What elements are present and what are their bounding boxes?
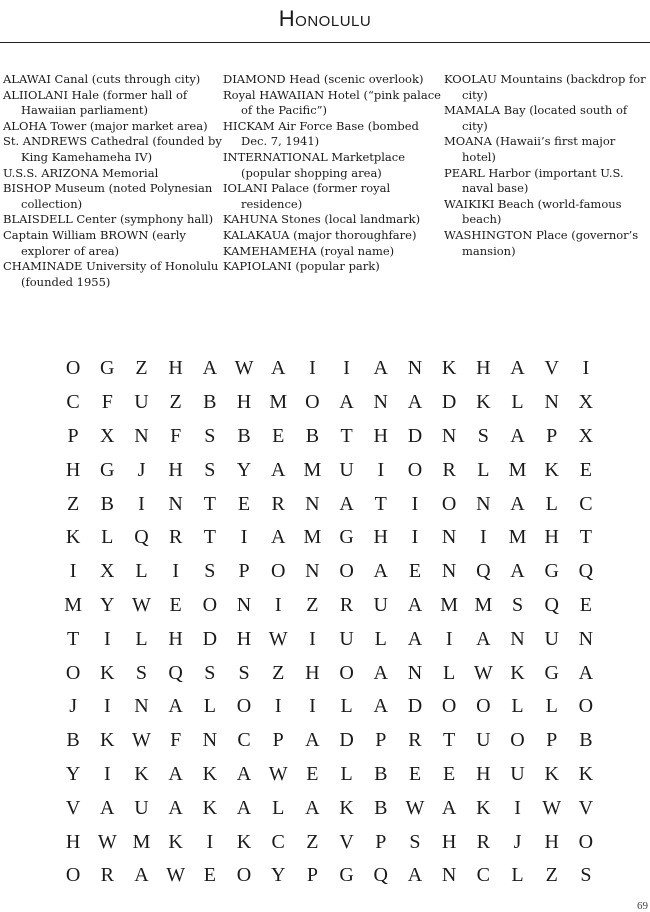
grid-letter: K xyxy=(476,391,491,414)
grid-letter: A xyxy=(168,762,183,785)
word-clue: KAHUNA Stones (local landmark) xyxy=(223,212,421,227)
grid-letter: P xyxy=(67,424,79,447)
grid-letter: A xyxy=(134,864,149,887)
grid-letter: O xyxy=(441,492,457,515)
grid-letter: Y xyxy=(65,762,81,785)
grid-letter: I xyxy=(309,695,316,718)
grid-letter: I xyxy=(274,593,282,616)
grid-letter: L xyxy=(374,627,387,650)
word-clue: MOANA (Hawaii’s first major hotel) xyxy=(444,134,616,164)
grid-letter: H xyxy=(441,830,457,853)
grid-letter: A xyxy=(373,661,388,684)
grid-letter: S xyxy=(477,424,489,447)
word-clue: MAMALA Bay (located south of city) xyxy=(444,103,628,133)
word-search-grid xyxy=(56,352,603,893)
grid-letter: O xyxy=(236,695,252,718)
grid-letter: O xyxy=(65,864,81,887)
grid-letter: A xyxy=(476,627,491,650)
grid-letter: M xyxy=(440,593,459,616)
grid-letter: K xyxy=(100,661,115,684)
grid-letter: I xyxy=(172,560,179,583)
grid-letter: B xyxy=(66,729,80,752)
grid-letter: S xyxy=(409,830,421,853)
grid-letter: L xyxy=(135,627,148,650)
grid-letter: N xyxy=(544,391,559,414)
grid-letter: N xyxy=(202,729,218,752)
grid-letter: I xyxy=(514,796,521,819)
grid-letter: B xyxy=(579,729,593,752)
grid-letter: U xyxy=(373,593,388,616)
grid-letter: E xyxy=(272,424,285,447)
grid-letter: V xyxy=(339,830,354,853)
grid-letter: A xyxy=(305,729,320,752)
grid-letter: R xyxy=(408,729,422,752)
grid-letter: H xyxy=(373,526,388,549)
grid-letter: U xyxy=(134,391,149,414)
grid-letter: O xyxy=(578,695,594,718)
grid-letter: K xyxy=(202,796,218,819)
grid-letter: J xyxy=(137,458,146,481)
grid-letter: O xyxy=(510,729,525,752)
word-list xyxy=(3,72,650,290)
grid-letter: F xyxy=(170,424,182,447)
grid-letter: A xyxy=(168,695,183,718)
grid-letter: O xyxy=(441,695,457,718)
grid-letter: W xyxy=(132,729,151,752)
grid-letter: I xyxy=(411,526,419,549)
grid-letter: F xyxy=(170,729,182,752)
grid-letter: N xyxy=(578,627,594,650)
word-list-column-3 xyxy=(444,72,650,290)
grid-letter: F xyxy=(101,391,113,414)
grid-letter: E xyxy=(237,492,251,515)
grid-letter: M xyxy=(303,458,322,481)
grid-letter: P xyxy=(375,830,387,853)
grid-letter: I xyxy=(103,627,111,650)
grid-letter: M xyxy=(508,458,527,481)
grid-letter: X xyxy=(100,424,115,447)
grid-letter: N xyxy=(441,864,457,887)
grid-letter: A xyxy=(305,796,320,819)
grid-letter: W xyxy=(405,796,425,819)
grid-letter: Y xyxy=(270,864,286,887)
grid-letter: P xyxy=(272,729,284,752)
grid-letter: B xyxy=(237,424,251,447)
grid-letter: A xyxy=(339,492,354,515)
grid-letter: L xyxy=(101,526,114,549)
grid-letter: E xyxy=(579,593,593,616)
grid-letter: A xyxy=(373,560,388,583)
page-title: Honolulu xyxy=(278,6,372,31)
grid-letter: Q xyxy=(544,593,559,616)
grid-letter: O xyxy=(305,391,320,414)
grid-letter: X xyxy=(578,391,594,414)
grid-letter: O xyxy=(339,661,354,684)
grid-letter: A xyxy=(168,796,183,819)
grid-letter: I xyxy=(274,695,282,718)
grid-letter: S xyxy=(204,560,216,583)
grid-letter: N xyxy=(168,492,183,515)
grid-letter: W xyxy=(97,830,117,853)
grid-letter: B xyxy=(100,492,114,515)
grid-letter: O xyxy=(476,695,491,718)
grid-letter: L xyxy=(511,695,524,718)
grid-letter: Q xyxy=(134,526,149,549)
grid-letter: N xyxy=(305,560,320,583)
grid-letter: I xyxy=(69,560,77,583)
grid-letter: K xyxy=(544,458,559,481)
word-clue: INTERNATIONAL Marketplace (popular shopping area) xyxy=(223,149,406,180)
grid-letter: H xyxy=(373,424,388,447)
grid-letter: I xyxy=(377,458,385,481)
grid-letter: J xyxy=(513,830,522,853)
grid-letter: T xyxy=(66,627,80,650)
grid-letter: E xyxy=(169,593,182,616)
grid-letter: B xyxy=(374,796,388,819)
grid-letter: W xyxy=(542,796,562,819)
grid-letter: A xyxy=(441,796,457,819)
grid-letter: C xyxy=(66,391,80,414)
grid-letter: D xyxy=(202,627,218,650)
grid-letter: H xyxy=(544,526,559,549)
word-clue: HICKAM Air Force Base (bombed Dec. 7, 1941) xyxy=(223,118,419,149)
grid-letter: W xyxy=(473,661,493,684)
grid-letter: L xyxy=(511,864,524,887)
grid-letter: K xyxy=(544,762,559,785)
grid-letter: M xyxy=(303,526,322,549)
word-clue: WASHINGTON Place (governor’s mansion) xyxy=(444,227,639,258)
grid-letter: N xyxy=(134,424,149,447)
grid-letter: I xyxy=(480,526,487,549)
grid-letter: A xyxy=(270,357,286,380)
grid-letter: U xyxy=(339,627,354,650)
grid-letter: A xyxy=(202,357,218,380)
grid-letter: S xyxy=(580,864,592,887)
grid-letter: T xyxy=(443,729,456,752)
grid-letter: A xyxy=(100,796,115,819)
grid-letter: H xyxy=(168,627,183,650)
grid-letter: R xyxy=(100,864,114,887)
grid-letter: R xyxy=(339,593,354,616)
word-clue: Captain William BROWN (early explorer of area) xyxy=(3,227,186,258)
word-clue: KAPIOLANI (popular park) xyxy=(223,259,380,274)
grid-letter: B xyxy=(203,391,217,414)
grid-letter: O xyxy=(202,593,218,616)
page-number: 69 xyxy=(637,900,648,912)
grid-letter: G xyxy=(100,458,115,481)
grid-letter: C xyxy=(237,729,251,752)
grid-letter: G xyxy=(339,526,354,549)
grid-letter: M xyxy=(508,526,527,549)
grid-letter: I xyxy=(138,492,145,515)
grid-letter: R xyxy=(271,492,285,515)
grid-letter: H xyxy=(236,627,252,650)
grid-letter: G xyxy=(544,661,559,684)
grid-letter: U xyxy=(510,762,525,785)
grid-letter: K xyxy=(202,762,218,785)
grid-letter: Y xyxy=(100,593,115,616)
grid-letter: T xyxy=(340,424,353,447)
grid-letter: N xyxy=(236,593,252,616)
grid-letter: A xyxy=(510,357,525,380)
grid-letter: H xyxy=(236,391,252,414)
grid-letter: N xyxy=(441,560,457,583)
grid-letter: X xyxy=(578,424,594,447)
grid-letter: D xyxy=(407,695,423,718)
grid-letter: L xyxy=(272,796,285,819)
grid-letter: C xyxy=(579,492,593,515)
word-clue: ALIIOLANI Hale (former hall of Hawaiian parliament) xyxy=(3,87,188,118)
grid-letter: Z xyxy=(66,492,80,515)
grid-letter: M xyxy=(269,391,288,414)
word-clue: IOLANI Palace (former royal residence) xyxy=(223,181,391,211)
word-clue: DIAMOND Head (scenic overlook) xyxy=(223,72,424,86)
grid-letter: H xyxy=(168,458,183,481)
grid-letter: I xyxy=(240,526,248,549)
grid-letter: S xyxy=(204,458,216,481)
word-clue: BLAISDELL Center (symphony hall) xyxy=(3,212,214,227)
grid-letter: L xyxy=(340,695,353,718)
grid-letter: S xyxy=(135,661,148,684)
grid-letter: I xyxy=(103,762,111,785)
grid-letter: U xyxy=(134,796,149,819)
grid-letter: P xyxy=(238,560,250,583)
grid-letter: W xyxy=(268,627,288,650)
grid-letter: N xyxy=(407,357,423,380)
grid-letter: L xyxy=(443,661,456,684)
grid-letter: Z xyxy=(306,830,319,853)
word-clue: KALAKAUA (major thoroughfare) xyxy=(223,227,417,242)
grid-letter: A xyxy=(236,762,252,785)
grid-letter: G xyxy=(339,864,354,887)
grid-letter: Z xyxy=(135,357,148,380)
grid-letter: A xyxy=(407,391,423,414)
grid-letter: K xyxy=(100,729,115,752)
grid-letter: H xyxy=(65,458,81,481)
grid-letter: M xyxy=(132,830,151,853)
grid-letter: U xyxy=(476,729,491,752)
grid-letter: I xyxy=(343,357,350,380)
word-clue: U.S.S. ARIZONA Memorial xyxy=(3,165,159,180)
grid-letter: E xyxy=(306,762,319,785)
grid-letter: A xyxy=(578,661,594,684)
word-clue: WAIKIKI Beach (world-famous beach) xyxy=(444,196,622,227)
grid-letter: T xyxy=(374,492,387,515)
grid-letter: R xyxy=(168,526,183,549)
word-clue: ALOHA Tower (major market area) xyxy=(3,118,208,133)
grid-letter: A xyxy=(510,560,525,583)
grid-letter: H xyxy=(476,357,491,380)
grid-letter: I xyxy=(309,357,316,380)
grid-letter: A xyxy=(407,864,423,887)
grid-letter: Z xyxy=(306,593,319,616)
grid-letter: I xyxy=(411,492,419,515)
grid-letter: H xyxy=(305,661,320,684)
grid-letter: I xyxy=(582,357,590,380)
grid-letter: P xyxy=(306,864,318,887)
grid-letter: O xyxy=(407,458,423,481)
grid-letter: A xyxy=(373,695,388,718)
grid-letter: V xyxy=(544,357,559,380)
grid-letter: L xyxy=(545,695,558,718)
grid-letter: O xyxy=(236,864,252,887)
grid-letter: H xyxy=(476,762,491,785)
grid-letter: N xyxy=(407,661,423,684)
word-clue: ALAWAI Canal (cuts through city) xyxy=(3,72,201,86)
grid-letter: K xyxy=(236,830,252,853)
grid-letter: H xyxy=(544,830,559,853)
word-clue: BISHOP Museum (noted Polynesian collection) xyxy=(3,181,213,211)
grid-letter: A xyxy=(373,357,388,380)
grid-letter: O xyxy=(65,661,81,684)
grid-letter: S xyxy=(204,424,216,447)
grid-letter: Q xyxy=(476,560,491,583)
grid-letter: L xyxy=(545,492,558,515)
grid-letter: W xyxy=(234,357,254,380)
grid-letter: V xyxy=(65,796,81,819)
grid-letter: K xyxy=(65,526,81,549)
grid-letter: Z xyxy=(169,391,182,414)
grid-letter: I xyxy=(206,830,214,853)
grid-letter: W xyxy=(166,864,186,887)
grid-letter: N xyxy=(441,526,457,549)
grid-letter: O xyxy=(339,560,354,583)
grid-letter: E xyxy=(443,762,456,785)
grid-letter: A xyxy=(407,627,423,650)
grid-letter: O xyxy=(65,357,81,380)
grid-letter: A xyxy=(510,492,525,515)
grid-letter: D xyxy=(339,729,354,752)
grid-letter: A xyxy=(510,424,525,447)
grid-letter: T xyxy=(579,526,593,549)
grid-letter: N xyxy=(441,424,457,447)
grid-letter: N xyxy=(305,492,320,515)
grid-letter: M xyxy=(64,593,82,616)
grid-letter: B xyxy=(374,762,388,785)
grid-letter: E xyxy=(203,864,216,887)
grid-letter: L xyxy=(340,762,353,785)
grid-letter: Q xyxy=(168,661,183,684)
word-clue: PEARL Harbor (important U.S. naval base) xyxy=(444,165,624,196)
grid-letter: Z xyxy=(545,864,558,887)
grid-letter: A xyxy=(407,593,423,616)
grid-letter: N xyxy=(476,492,491,515)
grid-letter: P xyxy=(546,729,558,752)
grid-letter: E xyxy=(408,762,422,785)
grid-letter: A xyxy=(270,458,286,481)
word-clue: St. ANDREWS Cathedral (founded by King Kamehameha IV) xyxy=(3,134,222,164)
grid-letter: S xyxy=(204,661,216,684)
grid-letter: E xyxy=(408,560,422,583)
grid-letter: K xyxy=(578,762,594,785)
grid-letter: K xyxy=(134,762,149,785)
grid-letter: E xyxy=(579,458,593,481)
grid-letter: A xyxy=(236,796,252,819)
grid-letter: G xyxy=(544,560,559,583)
word-clue: Royal HAWAIIAN Hotel (“pink palace of the Pacific”) xyxy=(223,87,441,118)
word-clue: CHAMINADE University of Honolulu (founded 1955) xyxy=(3,259,219,289)
grid-letter: S xyxy=(511,593,524,616)
grid-letter: J xyxy=(69,695,77,718)
grid-letter: I xyxy=(309,627,316,650)
grid-letter: I xyxy=(445,627,453,650)
grid-letter: K xyxy=(441,357,457,380)
grid-letter: N xyxy=(373,391,388,414)
word-list-column-1 xyxy=(3,72,223,290)
grid-letter: O xyxy=(578,830,594,853)
grid-letter: L xyxy=(511,391,524,414)
grid-letter: L xyxy=(477,458,490,481)
grid-letter: K xyxy=(476,796,491,819)
grid-letter: W xyxy=(132,593,151,616)
grid-letter: L xyxy=(135,560,148,583)
word-clue: KAMEHAMEHA (royal name) xyxy=(223,243,395,258)
grid-letter: A xyxy=(339,391,354,414)
grid-letter: X xyxy=(100,560,115,583)
grid-letter: S xyxy=(238,661,250,684)
grid-letter: H xyxy=(168,357,183,380)
grid-letter: Q xyxy=(373,864,388,887)
grid-letter: P xyxy=(375,729,387,752)
grid-letter: U xyxy=(544,627,559,650)
grid-letter: V xyxy=(578,796,594,819)
grid-letter: C xyxy=(271,830,285,853)
grid-letter: G xyxy=(100,357,115,380)
grid-letter: R xyxy=(442,458,456,481)
grid-letter: K xyxy=(510,661,525,684)
grid-letter: N xyxy=(510,627,525,650)
grid-letter: K xyxy=(339,796,354,819)
grid-letter: Z xyxy=(272,661,285,684)
word-clue: KOOLAU Mountains (backdrop for city) xyxy=(444,72,646,102)
grid-letter: A xyxy=(270,526,286,549)
grid-letter: O xyxy=(270,560,286,583)
grid-letter: R xyxy=(476,830,491,853)
grid-letter: T xyxy=(203,492,216,515)
grid-letter: W xyxy=(268,762,288,785)
grid-letter: D xyxy=(441,391,457,414)
grid-letter: P xyxy=(546,424,558,447)
title-divider xyxy=(0,42,650,43)
grid-letter: U xyxy=(339,458,354,481)
grid-letter: N xyxy=(134,695,149,718)
grid-letter: H xyxy=(65,830,81,853)
grid-letter: K xyxy=(168,830,183,853)
grid-letter: L xyxy=(203,695,216,718)
grid-letter: C xyxy=(476,864,491,887)
grid-letter: I xyxy=(103,695,111,718)
grid-letter: Y xyxy=(236,458,252,481)
word-list-column-2 xyxy=(223,72,444,290)
grid-letter: T xyxy=(203,526,216,549)
grid-letter: M xyxy=(474,593,493,616)
grid-letter: B xyxy=(305,424,320,447)
grid-letter: Q xyxy=(578,560,594,583)
grid-letter: D xyxy=(407,424,423,447)
